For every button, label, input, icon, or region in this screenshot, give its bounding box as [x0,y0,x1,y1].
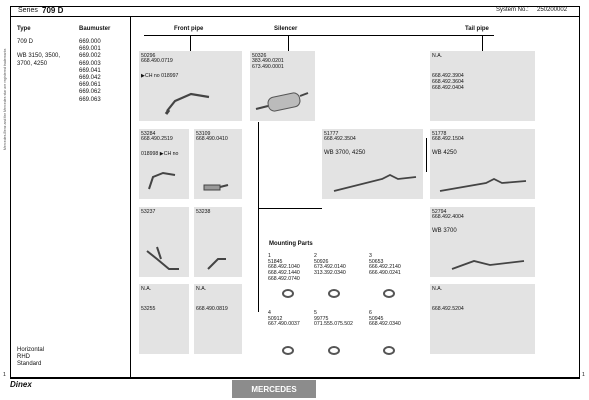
baumuster-values: 669.000 669.001 669.002 669.003 669.041 669.042 669.061 669.062 669.063 [79,39,101,103]
part-number: 51845 [268,259,283,265]
pipe-drawing [194,207,242,277]
part-number: 50945 [369,316,384,322]
part-number: 53238 [196,209,211,215]
wb-note: WB 3700, 4250 [324,150,366,156]
mounting-index: 1 [268,253,271,259]
chassis-note: 018998 ▶CH no [141,151,179,157]
part-number: 50653 [369,259,384,265]
chassis-note: ▶CH no 018997 [141,73,179,79]
part-card-na-2[interactable] [194,284,242,354]
part-number: 52794 [432,209,447,215]
pipe-drawing [139,129,189,199]
part-card-na-tail[interactable] [430,51,535,121]
part-number: 53237 [141,209,156,215]
series-label: Series [18,7,38,14]
mounting-index: 3 [369,253,372,259]
mounting-index: 6 [369,310,372,316]
front-pipe-drawing [139,51,242,121]
footer-bar [10,378,580,379]
mounting-index: 5 [314,310,317,316]
part-number: 50296 [141,53,156,59]
tail-pipe-drawing [430,129,535,199]
oe-number: 668.492.3904 668.492.3604 668.492.0404 [432,73,464,92]
part-card-na-3[interactable] [430,284,535,354]
mounting-card[interactable] [369,310,409,362]
mounting-card[interactable] [314,310,354,362]
part-number: 53109 [196,131,211,137]
mounting-parts-title: Mounting Parts [269,241,313,247]
oe-number: 668.490.0410 [196,136,228,142]
clamp-icon [383,289,395,298]
clamp-icon [383,346,395,355]
part-card-51778[interactable] [430,129,535,199]
part-number: N.A. [196,286,207,292]
type-values: 709 D WB 3150, 3500, 3700, 4250 [17,39,61,67]
header-connector-line [144,35,494,36]
wb-note: WB 3700 [432,228,457,234]
part-number: 50326 [252,53,267,59]
oe-number: 673.492.0140 313.392.0340 [314,264,346,277]
part-card-53284[interactable] [139,129,189,199]
part-number: 99775 [314,316,329,322]
oe-number: 666.492.2140 666.490.0241 [369,264,401,277]
part-card-50296[interactable] [139,51,242,121]
oe-number: 668.492.5204 [432,306,464,312]
oe-number: 668.490.0819 [196,306,228,312]
oe-number: 668.492.3504 [324,136,356,142]
oe-number: 071.555.075.502 [314,321,353,327]
series-value: 709 D [42,6,64,15]
part-number: 53284 [141,131,156,137]
clamp-icon [282,346,294,355]
part-number: N.A. [141,286,152,292]
connector [258,122,259,312]
part-card-50326[interactable] [250,51,315,121]
page-number-right: 1 [582,372,585,378]
clamp-icon [328,289,340,298]
brand-banner [232,380,316,398]
mounting-index: 4 [268,310,271,316]
left-column-divider [130,17,131,378]
part-card-53109[interactable] [194,129,242,199]
type-header: Type [17,26,31,32]
page-number-left: 1 [3,372,6,378]
section-front-pipe: Front pipe [174,26,204,32]
system-value: 250200002 [537,7,568,13]
side-note: Mercedes-Benz and the Mercedes star are registered trademarks [3,48,7,150]
wb-note: WB 4250 [432,150,457,156]
oe-number: 668.490.0719 [141,58,173,64]
part-number: 51778 [432,131,447,137]
connector [288,35,289,51]
tail-pipe-drawing [430,207,535,277]
part-number: 50912 [268,316,283,322]
connector [190,35,191,51]
oe-number: 668.492.1504 [432,136,464,142]
y-pipe-drawing [139,207,189,277]
config-footer: Horizontal RHD Standard [17,347,45,368]
mounting-index: 2 [314,253,317,259]
part-card-na-1[interactable] [139,284,189,354]
part-card-52794[interactable] [430,207,535,277]
part-number: 51777 [324,131,339,137]
mounting-card[interactable] [268,253,308,305]
flex-pipe-drawing [194,129,242,199]
tail-pipe-drawing [322,129,423,199]
section-silencer: Silencer [274,26,298,32]
oe-number: 668.492.0340 [369,321,401,327]
oe-number: 667.490.0037 [268,321,300,327]
oe-number: 668.490.2519 [141,136,173,142]
oe-number: 668.492.4004 [432,214,464,220]
mounting-card[interactable] [369,253,409,305]
clamp-icon [328,346,340,355]
part-number: 50926 [314,259,329,265]
mounting-card[interactable] [268,310,308,362]
part-number: N.A. [432,286,443,292]
part-card-51777[interactable] [322,129,423,199]
part-card-53237[interactable] [139,207,189,277]
baumuster-header: Baumuster [79,26,111,32]
section-tail-pipe: Tail pipe [465,26,489,32]
part-number: N.A. [432,53,443,59]
connector [426,138,427,172]
connector [258,208,322,209]
oe-number: 668.492.1040 668.492.1440 668.492.0740 [268,264,300,283]
oe-number: 383.490.0201 673.490.0001 [252,58,284,71]
silencer-drawing [250,51,315,121]
oe-number: 53255 [141,306,156,312]
connector [482,35,483,51]
system-label: System No.: [496,7,529,13]
brand-label: MERCEDES [251,384,297,394]
part-card-53238[interactable] [194,207,242,277]
header-bar [10,6,580,17]
clamp-icon [282,289,294,298]
dinex-logo: Dinex [10,380,32,389]
mounting-card[interactable] [314,253,354,305]
